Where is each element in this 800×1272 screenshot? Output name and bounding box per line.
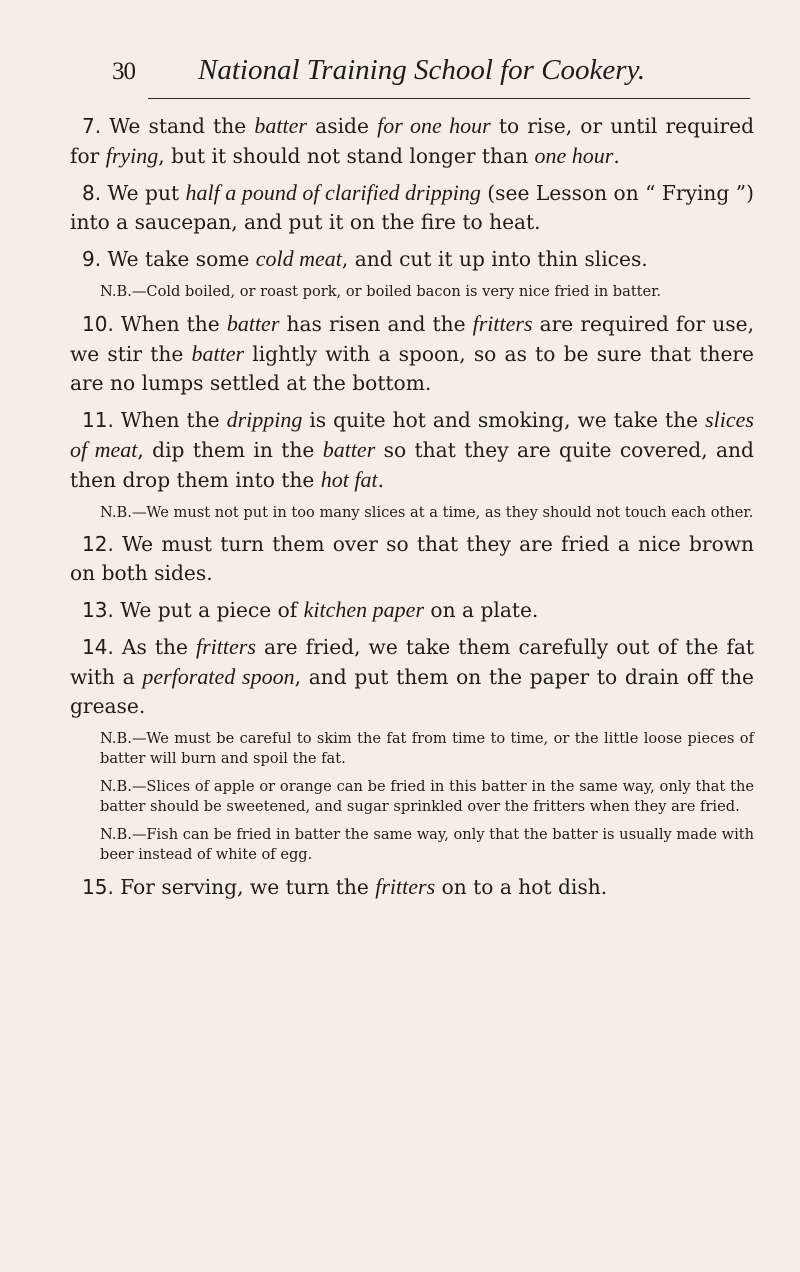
note-slices: N.B.—We must not put in too many slices at a time, as they should not touch each other. bbox=[100, 504, 754, 521]
page-header bbox=[112, 52, 752, 92]
header-rule bbox=[148, 98, 750, 99]
recipe-steps bbox=[70, 111, 754, 902]
page-number: 30 bbox=[112, 58, 135, 85]
note-apple-orange: N.B.—Slices of apple or orange can be fried in this batter in the same way, only that the batter should be sweetened, and sugar sprinkled over the fritters when they are fried. bbox=[100, 778, 754, 815]
step-14: 14. As the fritters are fried, we take them carefully out of the fat with a perforated spoon, and put them on the paper to drain off the grease. bbox=[70, 634, 754, 718]
note-cold-meat: N.B.—Cold boiled, or roast pork, or boiled bacon is very nice fried in batter. bbox=[100, 283, 662, 300]
running-title: National Training School for Cookery. bbox=[198, 54, 646, 86]
step-7: 7. We stand the batter aside for one hour to rise, or until required for frying, but it should not stand longer than one hour. bbox=[70, 113, 755, 168]
step-8: 8. We put half a pound of clarified dripping (see Lesson on “ Frying ”) into a saucepan, and put it on the fire to heat. bbox=[70, 180, 754, 234]
step-11: 11. When the dripping is quite hot and smoking, we take the slices of meat, dip them in the batter so that they are quite covered, and then drop them into the hot fat. bbox=[70, 407, 754, 492]
step-15: 15. For serving, we turn the fritters on to a hot dish. bbox=[82, 874, 608, 899]
note-fish: N.B.—Fish can be fried in batter the same way, only that the batter is usually made with beer instead of white of egg. bbox=[100, 826, 754, 863]
step-13: 13. We put a piece of kitchen paper on a plate. bbox=[82, 597, 539, 622]
step-9: 9. We take some cold meat, and cut it up into thin slices. bbox=[82, 246, 648, 271]
step-10: 10. When the batter has risen and the fritters are required for use, we stir the batter lightly with a spoon, so as to be sure that there are no lumps settled at the bottom. bbox=[70, 311, 754, 395]
note-skim-fat: N.B.—We must be careful to skim the fat from time to time, or the little loose pieces of batter will burn and spoil the fat. bbox=[100, 730, 754, 767]
step-12: 12. We must turn them over so that they are fried a nice brown on both sides. bbox=[70, 532, 755, 585]
